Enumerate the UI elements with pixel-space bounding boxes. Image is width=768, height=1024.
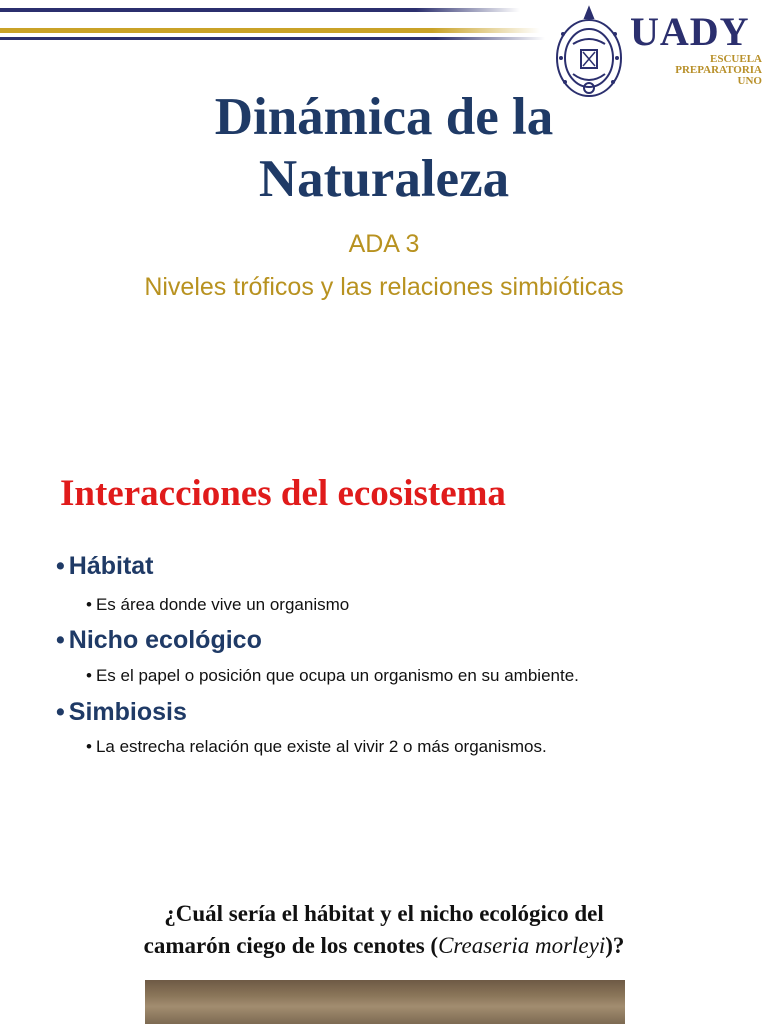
school-line-1: ESCUELA xyxy=(710,53,762,65)
subtitle: ADA 3 xyxy=(348,230,420,258)
school-line-2: PREPARATORIA xyxy=(675,64,762,76)
subtitle-topic: Niveles tróficos y las relaciones simbióticas xyxy=(144,273,624,301)
section-heading: Interacciones del ecosistema xyxy=(60,473,506,514)
cenote-shrimp-photo xyxy=(145,980,625,1024)
bullet-dot-icon: • xyxy=(56,552,65,580)
species-name: Creaseria morleyi xyxy=(438,933,606,958)
bullet-detail-nicho: • Es el papel o posición que ocupa un organismo en su ambiente. xyxy=(86,666,579,685)
header-stripe-navy-lower xyxy=(0,37,545,40)
school-line-3: UNO xyxy=(737,75,762,87)
bullet-dot-icon: • xyxy=(86,666,92,685)
question-text xyxy=(40,898,728,962)
header-stripe-gold xyxy=(0,28,540,33)
bullet-dot-icon: • xyxy=(86,595,92,614)
bullet-dot-icon: • xyxy=(86,737,92,756)
bullet-term-simbiosis: • Simbiosis xyxy=(56,698,187,726)
bullet-detail-simbiosis: • La estrecha relación que existe al vivir 2 o más organismos. xyxy=(86,737,547,756)
bullet-dot-icon: • xyxy=(56,698,65,726)
bullet-dot-icon: • xyxy=(56,626,65,654)
page-title-line-1: Dinámica de la xyxy=(214,88,554,146)
school-name xyxy=(650,54,762,87)
question-line-1: ¿Cuál sería el hábitat y el nicho ecológico del xyxy=(164,901,604,926)
question-line-2: camarón ciego de los cenotes (Creaseria morleyi)? xyxy=(143,933,625,958)
header-stripe-navy xyxy=(0,8,520,12)
bullet-term-nicho: • Nicho ecológico xyxy=(56,626,262,654)
bullet-detail-habitat: • Es área donde vive un organismo xyxy=(86,595,350,614)
page-title xyxy=(0,86,768,210)
bullet-term-habitat: • Hábitat xyxy=(56,552,154,580)
university-name-logo: UADY xyxy=(630,9,750,54)
page-title-line-2: Naturaleza xyxy=(258,150,510,208)
